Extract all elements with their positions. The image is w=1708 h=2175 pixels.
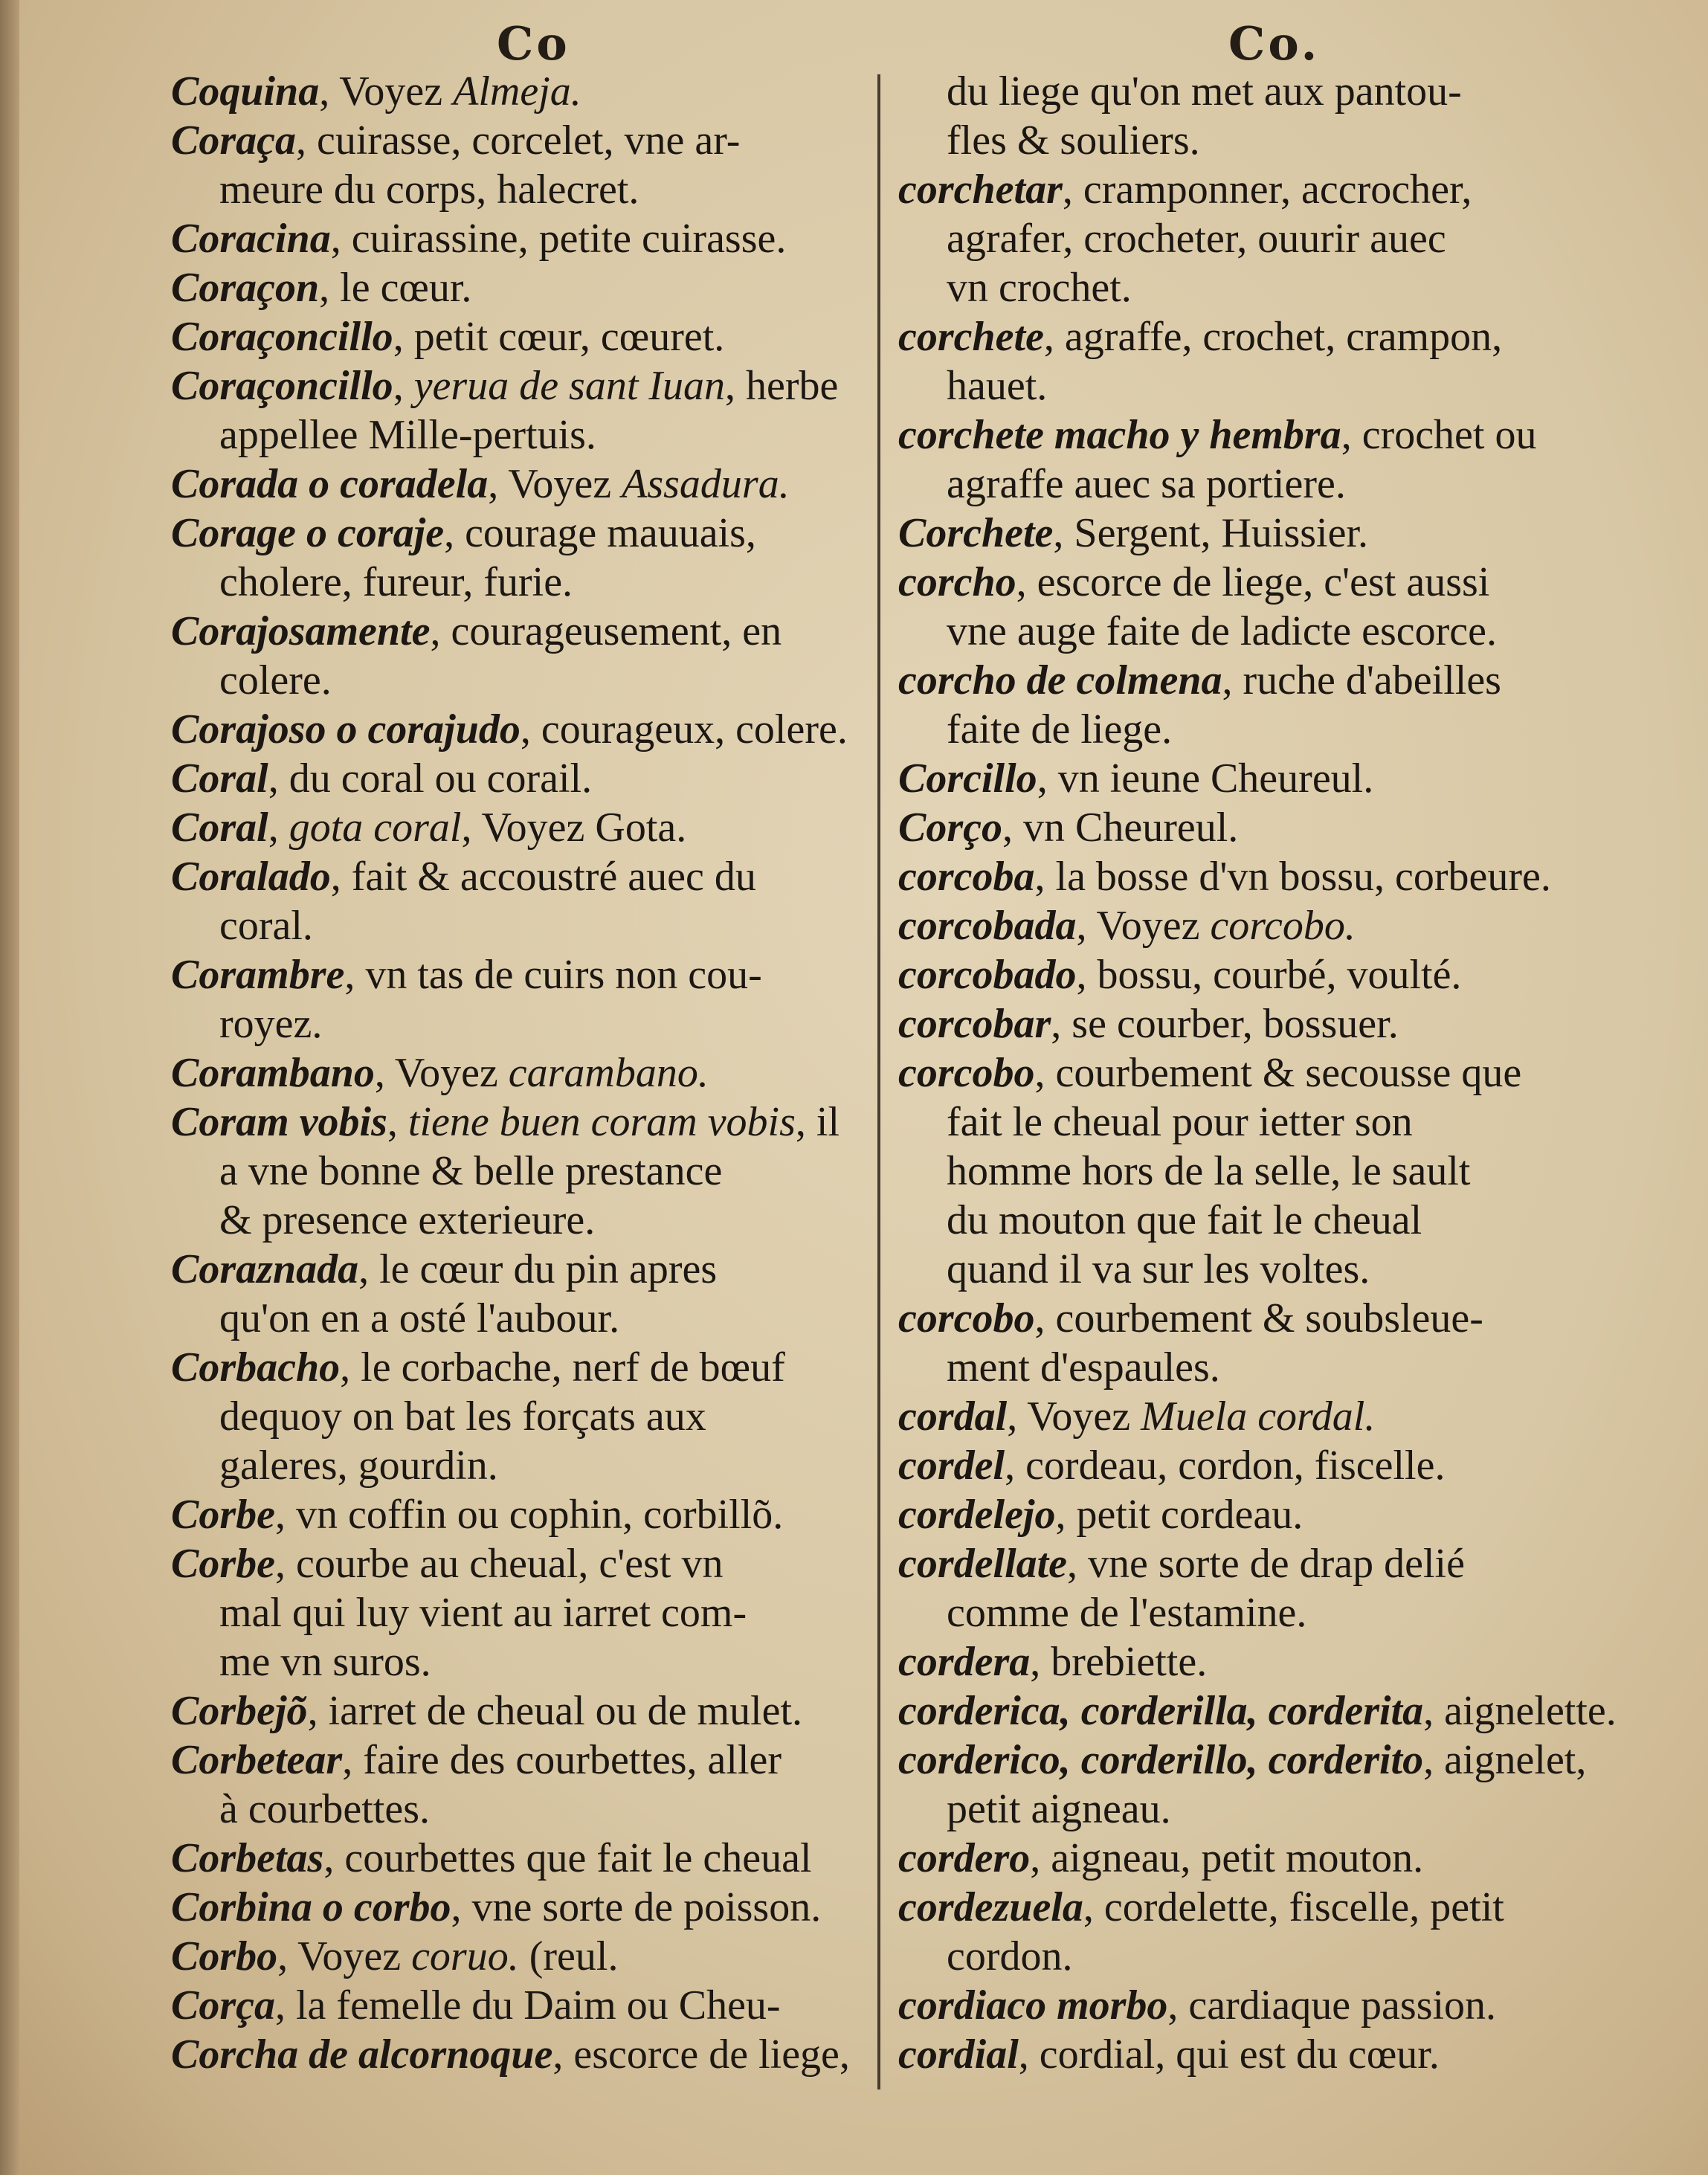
definition-text: , Sergent, Huissier. <box>1053 510 1369 556</box>
definition-text: , faire des courbettes, aller <box>342 1737 782 1783</box>
definition-text: , vn ieune Cheureul. <box>1037 755 1374 802</box>
entry-continuation-line <box>171 1294 863 1343</box>
left-column <box>171 67 863 2079</box>
cross-reference: gota coral <box>289 805 462 851</box>
headword: corcoba <box>898 854 1035 900</box>
headword: cordelejo <box>898 1492 1056 1538</box>
definition-text: royez. <box>219 1001 323 1047</box>
definition-text: , vn tas de cuirs non cou- <box>344 952 762 998</box>
definition-text: , il <box>795 1099 840 1145</box>
definition-text: , escorce de liege, <box>552 2031 850 2078</box>
definition-text: , brebiette. <box>1030 1639 1208 1685</box>
entry-continuation-line <box>171 1637 863 1686</box>
headword: Corajoso o corajudo <box>171 706 521 753</box>
definition-text: coral. <box>219 903 313 949</box>
entry-line <box>171 312 863 361</box>
entry-line <box>171 1932 863 1981</box>
headword: Corbe <box>171 1492 275 1538</box>
definition-text: , le cœur du pin apres <box>358 1246 718 1292</box>
entry-line <box>898 901 1597 950</box>
entry-continuation-line <box>898 361 1597 410</box>
headword: corcobar <box>898 1001 1051 1047</box>
definition-text: , herbe <box>725 363 839 409</box>
entry-continuation-line <box>171 1785 863 1834</box>
headword: Corço <box>898 805 1002 851</box>
definition-text: , cordelette, fiscelle, petit <box>1083 1884 1504 1930</box>
headword: Corcillo <box>898 755 1037 802</box>
entry-line <box>171 1048 863 1098</box>
running-head-left: Co <box>497 16 570 71</box>
definition-text: , iarret de cheual ou de mulet. <box>307 1688 803 1734</box>
headword: corcobo <box>898 1050 1035 1096</box>
definition-text: petit aigneau. <box>947 1786 1171 1832</box>
entry-line <box>171 607 863 656</box>
headword: Corbacho <box>171 1344 341 1391</box>
entry-continuation-line <box>898 214 1597 263</box>
definition-text: , <box>393 363 414 409</box>
cross-reference: Assadura. <box>622 461 790 507</box>
headword: corderica, corderilla, corderita <box>898 1688 1424 1734</box>
definition-text: vne auge faite de ladicte escorce. <box>947 608 1498 654</box>
entry-continuation-line <box>171 656 863 705</box>
headword: corcobo <box>898 1295 1035 1341</box>
headword: Corbina o corbo <box>171 1884 451 1930</box>
definition-text: , fait & accoustré auec du <box>330 854 756 900</box>
entry-line <box>171 1490 863 1539</box>
headword: Coram vobis <box>171 1099 387 1145</box>
definition-text: , courbe au cheual, c'est vn <box>275 1541 724 1587</box>
entry-continuation-line <box>171 558 863 607</box>
definition-text: , escorce de liege, c'est aussi <box>1016 559 1490 605</box>
entry-continuation-line <box>171 901 863 950</box>
definition-text: , vn coffin ou cophin, corbillõ. <box>275 1492 784 1538</box>
entry-continuation-line <box>171 1196 863 1245</box>
definition-text: hauet. <box>947 363 1048 409</box>
headword: Corada o coradela <box>171 461 489 507</box>
cross-reference: corcobo. <box>1210 903 1356 949</box>
definition-text: colere. <box>219 657 332 703</box>
definition-text: , agraffe, crochet, crampon, <box>1043 314 1503 360</box>
headword: cordiaco morbo <box>898 1982 1168 2029</box>
entry-line <box>171 1245 863 1294</box>
headword: Coquina <box>171 68 320 115</box>
entry-line <box>171 1834 863 1883</box>
entry-continuation-line <box>898 607 1597 656</box>
entry-line <box>898 656 1597 705</box>
definition-text: , Voyez Gota. <box>461 805 687 851</box>
entry-continuation-line <box>898 1098 1597 1147</box>
entry-line <box>898 509 1597 558</box>
definition-text: , Voyez <box>374 1050 509 1096</box>
cross-reference: Almeja. <box>453 68 581 115</box>
headword: corderico, corderillo, corderito <box>898 1737 1424 1783</box>
headword: Corchete <box>898 510 1054 556</box>
headword: Coraça <box>171 117 296 164</box>
entry-line <box>898 2030 1597 2079</box>
definition-text: , aignelette. <box>1423 1688 1617 1734</box>
cross-reference: carambano. <box>508 1050 709 1096</box>
entry-line <box>898 1834 1597 1883</box>
entry-line <box>898 803 1597 852</box>
headword: corchete <box>898 314 1044 360</box>
definition-text: , Voyez <box>319 68 454 115</box>
entry-line <box>171 116 863 165</box>
entry-line <box>171 2030 863 2079</box>
definition-text: , courbettes que fait le cheual <box>323 1835 812 1881</box>
definition-text: , <box>387 1099 408 1145</box>
definition-text: fles & souliers. <box>947 117 1200 164</box>
entry-line <box>898 1294 1597 1343</box>
entry-line <box>171 214 863 263</box>
headword: corcobado <box>898 952 1077 998</box>
headword: Coracina <box>171 216 331 262</box>
definition-text: galeres, gourdin. <box>219 1443 498 1489</box>
definition-text: , courbement & secousse que <box>1034 1050 1522 1096</box>
definition-text: du liege qu'on met aux pantou- <box>947 68 1462 115</box>
entry-line <box>171 1736 863 1785</box>
headword: corchete macho y hembra <box>898 412 1341 458</box>
entry-line <box>898 1392 1597 1441</box>
entry-line <box>898 950 1597 999</box>
headword: Coraçoncillo <box>171 363 393 409</box>
headword: Corage o coraje <box>171 510 445 556</box>
headword: Corbejõ <box>171 1688 308 1734</box>
entry-line <box>898 1686 1617 1736</box>
entry-line <box>898 410 1597 460</box>
headword: Corambre <box>171 952 345 998</box>
entry-continuation-line <box>898 67 1597 116</box>
entry-line <box>898 312 1597 361</box>
definition-text: , courage mauuais, <box>444 510 756 556</box>
entry-line <box>898 165 1597 214</box>
entry-continuation-line <box>171 410 863 460</box>
definition-text: & presence exterieure. <box>219 1197 596 1243</box>
definition-text: , petit cœur, cœuret. <box>393 314 725 360</box>
headword: Coraçoncillo <box>171 314 393 360</box>
headword: cordel <box>898 1443 1005 1489</box>
definition-text: , crochet ou <box>1341 412 1537 458</box>
definition-text: , ruche d'abeilles <box>1222 657 1501 703</box>
definition-text: , vne sorte de poisson. <box>451 1884 822 1930</box>
entry-continuation-line <box>898 705 1597 754</box>
entry-line <box>898 1048 1597 1098</box>
entry-continuation-line <box>898 1196 1597 1245</box>
entry-line <box>171 754 863 803</box>
entry-line <box>898 1441 1597 1490</box>
definition-text: , <box>268 805 289 851</box>
headword: cordal <box>898 1393 1008 1440</box>
definition-text: dequoy on bat les forçats aux <box>219 1393 706 1440</box>
definition-text: , Voyez <box>488 461 622 507</box>
definition-text: qu'on en a osté l'aubour. <box>219 1295 620 1341</box>
definition-text: mal qui luy vient au iarret com- <box>219 1590 747 1636</box>
definition-text: , courbement & soubsleue- <box>1034 1295 1483 1341</box>
definition-text: me vn suros. <box>219 1639 431 1685</box>
definition-text: ment d'espaules. <box>947 1344 1220 1391</box>
definition-text: vn crochet. <box>947 265 1132 311</box>
headword: corcho <box>898 559 1016 605</box>
definition-text: fait le cheual pour ietter son <box>947 1099 1413 1145</box>
definition-text: , la femelle du Daim ou Cheu- <box>275 1982 781 2029</box>
definition-text: , courageux, colere. <box>520 706 848 753</box>
definition-text: à courbettes. <box>219 1786 430 1832</box>
definition-text: , se courber, bossuer. <box>1051 1001 1399 1047</box>
definition-text: meure du corps, halecret. <box>219 167 639 213</box>
definition-text: comme de l'estamine. <box>947 1590 1307 1636</box>
entry-line <box>898 1490 1597 1539</box>
headword: Corambano <box>171 1050 375 1096</box>
entry-line <box>898 1539 1597 1588</box>
headword: Corbetas <box>171 1835 324 1881</box>
definition-text: agraffe auec sa portiere. <box>947 461 1346 507</box>
entry-line <box>898 1736 1597 1785</box>
definition-text: , vn Cheureul. <box>1002 805 1239 851</box>
entry-line <box>171 509 863 558</box>
definition-text: , aigneau, petit mouton. <box>1030 1835 1424 1881</box>
definition-text: du mouton que fait le cheual <box>947 1197 1422 1243</box>
headword: cordezuela <box>898 1884 1083 1930</box>
entry-continuation-line <box>898 1588 1597 1637</box>
definition-text: , cordeau, cordon, fiscelle. <box>1005 1443 1446 1489</box>
cross-reference: Muela cordal. <box>1141 1393 1376 1440</box>
definition-text: agrafer, crocheter, ouurir auec <box>947 216 1446 262</box>
headword: Corbe <box>171 1541 275 1587</box>
entry-line <box>171 1343 863 1392</box>
definition-text: a vne bonne & belle prestance <box>219 1148 723 1194</box>
entry-continuation-line <box>171 1441 863 1490</box>
definition-text: faite de liege. <box>947 706 1173 753</box>
headword: Corcha de alcornoque <box>171 2031 553 2078</box>
headword: corcobada <box>898 903 1077 949</box>
page-gutter-shadow <box>0 0 19 2175</box>
cross-reference: tiene buen coram vobis <box>407 1099 796 1145</box>
definition-text: , vne sorte de drap delié <box>1067 1541 1465 1587</box>
definition-text: , cuirasse, corcelet, vne ar- <box>296 117 741 164</box>
entry-continuation-line <box>898 116 1597 165</box>
cross-reference: yerua de sant Iuan <box>413 363 726 409</box>
headword: Corça <box>171 1982 275 2029</box>
headword: Corajosamente <box>171 608 431 654</box>
definition-text: homme hors de la selle, le sault <box>947 1148 1471 1194</box>
definition-text: , le corbache, nerf de bœuf <box>340 1344 785 1391</box>
headword: Coralado <box>171 854 331 900</box>
entry-continuation-line <box>898 460 1597 509</box>
definition-text: (reul. <box>518 1933 619 1979</box>
right-column <box>898 67 1617 2079</box>
headword: cordial <box>898 2031 1019 2078</box>
entry-line <box>898 1637 1597 1686</box>
entry-line <box>898 558 1597 607</box>
entry-line <box>171 67 863 116</box>
entry-continuation-line <box>898 1785 1597 1834</box>
headword: corcho de colmena <box>898 657 1222 703</box>
entry-line <box>171 263 863 312</box>
definition-text: , Voyez <box>1076 903 1211 949</box>
entry-continuation-line <box>171 1147 863 1196</box>
entry-line <box>898 852 1597 901</box>
entry-continuation-line <box>898 1245 1597 1294</box>
entry-line <box>171 852 863 901</box>
column-divider <box>877 74 880 2089</box>
headword: Coral <box>171 755 268 802</box>
definition-text: cordon. <box>947 1933 1073 1979</box>
entry-line <box>171 460 863 509</box>
definition-text: , aignelet, <box>1423 1737 1587 1783</box>
definition-text: , cuirassine, petite cuirasse. <box>330 216 787 262</box>
definition-text: , le cœur. <box>319 265 472 311</box>
entry-continuation-line <box>171 999 863 1048</box>
entry-line <box>898 1883 1597 1932</box>
definition-text: , Voyez <box>277 1933 412 1979</box>
entry-line <box>171 1098 863 1147</box>
headword: Coral <box>171 805 268 851</box>
headword: Coraçon <box>171 265 320 311</box>
entry-line <box>898 1981 1597 2030</box>
definition-text: , du coral ou corail. <box>268 755 593 802</box>
entry-line <box>898 999 1597 1048</box>
headword: Corbetear <box>171 1737 343 1783</box>
definition-text: , cordial, qui est du cœur. <box>1018 2031 1440 2078</box>
entry-line <box>171 705 863 754</box>
entry-continuation-line <box>898 263 1597 312</box>
entry-continuation-line <box>898 1147 1597 1196</box>
headword: cordellate <box>898 1541 1068 1587</box>
entry-continuation-line <box>898 1932 1597 1981</box>
definition-text: appellee Mille-pertuis. <box>219 412 596 458</box>
headword: cordera <box>898 1639 1031 1685</box>
running-head-right: Co. <box>1228 16 1321 71</box>
definition-text: , cardiaque passion. <box>1167 1982 1497 2029</box>
headword: cordero <box>898 1835 1031 1881</box>
entry-line <box>171 1883 863 1932</box>
definition-text: cholere, fureur, furie. <box>219 559 573 605</box>
definition-text: , petit cordeau. <box>1055 1492 1303 1538</box>
definition-text: , bossu, courbé, voulté. <box>1076 952 1462 998</box>
entry-continuation-line <box>171 1588 863 1637</box>
entry-line <box>171 950 863 999</box>
definition-text: , Voyez <box>1007 1393 1141 1440</box>
headword: corchetar <box>898 167 1063 213</box>
entry-line <box>171 1686 863 1736</box>
entry-continuation-line <box>171 1392 863 1441</box>
entry-line <box>171 1981 863 2030</box>
entry-line <box>171 361 863 410</box>
cross-reference: coruo. <box>411 1933 519 1979</box>
entry-continuation-line <box>898 1343 1597 1392</box>
definition-text: , la bosse d'vn bossu, corbeure. <box>1034 854 1551 900</box>
entry-line <box>171 803 863 852</box>
entry-line <box>898 754 1597 803</box>
entry-continuation-line <box>171 165 863 214</box>
definition-text: , cramponner, accrocher, <box>1062 167 1472 213</box>
definition-text: , courageusement, en <box>430 608 782 654</box>
entry-line <box>171 1539 863 1588</box>
headword: Coraznada <box>171 1246 359 1292</box>
headword: Corbo <box>171 1933 278 1979</box>
definition-text: quand il va sur les voltes. <box>947 1246 1370 1292</box>
